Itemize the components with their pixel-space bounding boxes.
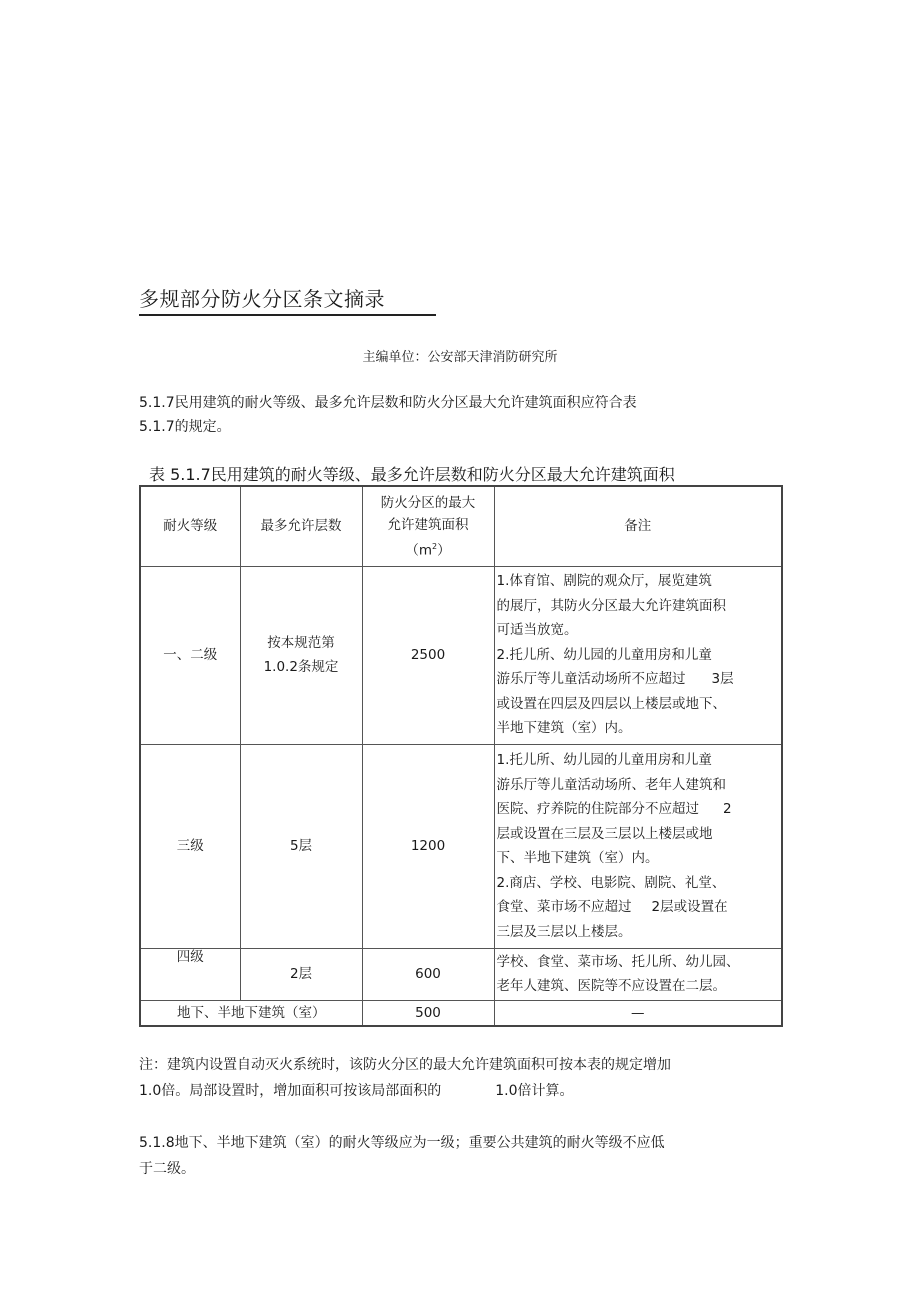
note-line: 层或设置在三层及三层以上楼层或地 xyxy=(496,825,713,842)
cell-grade: 四级 xyxy=(140,948,240,1000)
cell-area: 600 xyxy=(362,948,494,1000)
note-fragment: 食堂、菜市场不应超过 xyxy=(496,899,632,915)
note-line: 学校、食堂、菜市场、托儿所、幼儿园、 xyxy=(496,953,740,970)
notes-list xyxy=(497,569,782,741)
cell-notes xyxy=(494,744,782,948)
floors-line: 1.0.2条规定 xyxy=(263,659,339,675)
note-fragment: 2 xyxy=(723,801,732,817)
note-line xyxy=(497,667,782,692)
table-row xyxy=(140,1000,782,1026)
table-row xyxy=(140,566,782,744)
table-header-row xyxy=(140,486,782,566)
unit-close: ） xyxy=(437,542,451,558)
cell-floors xyxy=(240,566,362,744)
header-floors: 最多允许层数 xyxy=(240,486,362,566)
note-fragment: 游乐厅等儿童活动场所不应超过 xyxy=(496,671,686,688)
cell-area: 2500 xyxy=(362,566,494,744)
table-row xyxy=(140,744,782,948)
clause-5-1-8 xyxy=(139,1130,759,1182)
cell-grade: 地下、半地下建筑（室） xyxy=(140,1000,362,1026)
note-fragment: 医院、疗养院的住院部分不应超过 xyxy=(496,801,699,817)
floors-line: 按本规范第 xyxy=(267,634,335,651)
notes-list xyxy=(497,950,782,999)
clause-line: 5.1.7民用建筑的耐火等级、最多允许层数和防火分区最大允许建筑面积应符合表 xyxy=(139,395,637,411)
note-line xyxy=(497,895,782,920)
fire-compartment-table xyxy=(139,485,783,1027)
header-area xyxy=(362,486,494,566)
header-area-line: 防火分区的最大 xyxy=(380,494,476,511)
cell-grade: 三级 xyxy=(140,744,240,948)
cell-notes xyxy=(494,948,782,1000)
footnote-line xyxy=(139,1078,759,1104)
cell-notes: — xyxy=(494,1000,782,1026)
header-area-unit xyxy=(363,536,494,562)
cell-floors: 2层 xyxy=(240,948,362,1000)
note-line: 可适当放宽。 xyxy=(496,622,578,639)
clause-line: 于二级。 xyxy=(139,1161,195,1177)
editor-unit: 主编单位：公安部天津消防研究所 xyxy=(362,350,558,365)
clause-line: 5.1.8地下、半地下建筑（室）的耐火等级应为一级；重要公共建筑的耐火等级不应低 xyxy=(139,1135,665,1151)
note-line: 或设置在四层及四层以上楼层或地下、 xyxy=(496,695,726,712)
cell-floors: 5层 xyxy=(240,744,362,948)
note-line: 2.商店、学校、电影院、剧院、礼堂、 xyxy=(496,874,726,891)
note-line: 下、半地下建筑（室）内。 xyxy=(496,850,659,866)
unit-open: （m xyxy=(405,542,433,558)
clause-line: 5.1.7的规定。 xyxy=(139,419,231,435)
cell-area: 500 xyxy=(362,1000,494,1026)
note-line: 三层及三层以上楼层。 xyxy=(496,923,632,940)
page-title: 多规部分防火分区条文摘录 xyxy=(139,283,436,316)
note-fragment: 2层或设置在 xyxy=(651,899,728,915)
cell-area: 1200 xyxy=(362,744,494,948)
note-line xyxy=(497,797,782,822)
note-fragment: 3层 xyxy=(711,671,734,688)
notes-list xyxy=(497,748,782,944)
note-line: 2.托儿所、幼儿园的儿童用房和儿童 xyxy=(496,646,712,663)
footnote-fragment: 1.0倍。局部设置时，增加面积可按该局部面积的 xyxy=(139,1083,442,1099)
note-line: 游乐厅等儿童活动场所、老年人建筑和 xyxy=(496,776,726,793)
table-row xyxy=(140,948,782,1000)
note-line: 1.体育馆、剧院的观众厅，展览建筑 xyxy=(496,573,712,590)
header-grade: 耐火等级 xyxy=(140,486,240,566)
table-footnote xyxy=(139,1052,759,1104)
header-area-line: 允许建筑面积 xyxy=(387,516,469,533)
unit-superscript: 2 xyxy=(432,541,438,551)
table-caption: 表 5.1.7民用建筑的耐火等级、最多允许层数和防火分区最大允许建筑面积 xyxy=(149,465,675,484)
note-line: 半地下建筑（室）内。 xyxy=(496,720,632,737)
footnote-fragment: 1.0倍计算。 xyxy=(495,1083,574,1099)
cell-notes xyxy=(494,566,782,744)
note-line: 1.托儿所、幼儿园的儿童用房和儿童 xyxy=(496,752,712,768)
footnote-line: 注：建筑内设置自动灭火系统时，该防火分区的最大允许建筑面积可按本表的规定增加 xyxy=(139,1057,671,1073)
note-line: 老年人建筑、医院等不应设置在二层。 xyxy=(496,978,726,994)
note-line: 的展厅，其防火分区最大允许建筑面积 xyxy=(496,597,726,614)
cell-grade: 一、二级 xyxy=(140,566,240,744)
clause-5-1-7 xyxy=(139,391,759,439)
header-notes: 备注 xyxy=(494,486,782,566)
